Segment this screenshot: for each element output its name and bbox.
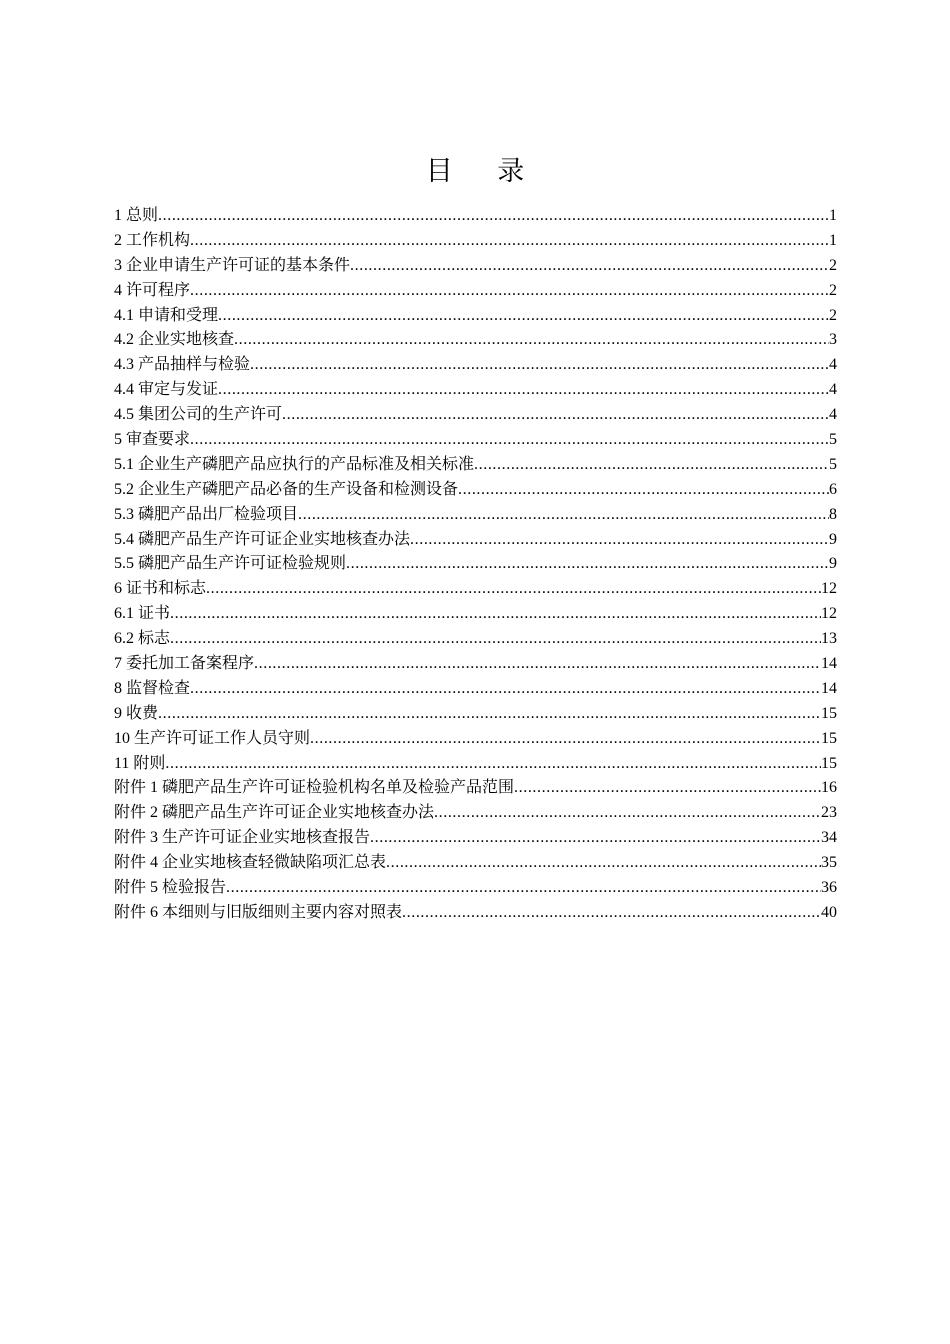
toc-entry-label: 4 许可程序	[114, 281, 191, 299]
toc-entry-label: 5.4 磷肥产品生产许可证企业实地核查办法	[114, 530, 411, 548]
toc-entry[interactable]	[114, 851, 837, 876]
toc-entry-label: 附件 6 本细则与旧版细则主要内容对照表	[114, 903, 403, 921]
toc-entry[interactable]	[114, 229, 837, 254]
table-of-contents	[114, 204, 837, 926]
toc-entry-label: 1 总则	[114, 207, 159, 224]
toc-entry[interactable]	[114, 254, 837, 279]
toc-dot-leader	[434, 801, 821, 826]
toc-entry-label: 6.2 标志	[114, 630, 171, 648]
toc-dot-leader	[298, 503, 829, 528]
toc-dot-leader	[250, 353, 829, 378]
toc-entry[interactable]	[114, 552, 837, 577]
toc-entry-page-number: 4	[829, 381, 837, 399]
toc-entry-label: 附件 4 企业实地核查轻微缺陷项汇总表	[114, 854, 387, 872]
toc-entry-page-number: 2	[829, 306, 837, 324]
toc-entry-page-number: 34	[821, 829, 837, 847]
toc-entry[interactable]	[114, 577, 837, 602]
toc-dot-leader	[310, 727, 821, 752]
toc-dot-leader	[282, 403, 829, 428]
toc-entry-page-number: 15	[821, 754, 837, 772]
toc-entry-label: 8 监督检查	[114, 679, 191, 697]
toc-entry[interactable]	[114, 478, 837, 503]
toc-entry-label: 6 证书和标志	[114, 580, 207, 598]
toc-dot-leader	[206, 577, 821, 602]
toc-dot-leader	[170, 627, 821, 652]
toc-dot-leader	[190, 229, 829, 254]
toc-entry[interactable]	[114, 503, 837, 528]
toc-dot-leader	[458, 478, 829, 503]
toc-entry-label: 5.5 磷肥产品生产许可证检验规则	[114, 555, 347, 573]
toc-dot-leader	[190, 279, 829, 304]
toc-entry-label: 附件 2 磷肥产品生产许可证企业实地核查办法	[114, 804, 435, 822]
toc-entry[interactable]	[114, 826, 837, 851]
toc-entry[interactable]	[114, 204, 837, 229]
toc-entry[interactable]	[114, 353, 837, 378]
toc-entry-label: 4.5 集团公司的生产许可	[114, 406, 283, 424]
toc-entry-page-number: 36	[821, 879, 837, 897]
toc-entry-page-number: 1	[829, 207, 837, 224]
toc-dot-leader	[158, 702, 821, 727]
toc-entry-page-number: 23	[821, 804, 837, 822]
toc-entry-page-number: 2	[829, 281, 837, 299]
toc-entry[interactable]	[114, 876, 837, 901]
toc-entry-label: 9 收费	[114, 704, 159, 722]
toc-entry-page-number: 40	[821, 903, 837, 921]
toc-entry[interactable]	[114, 378, 837, 403]
toc-entry-page-number: 4	[829, 406, 837, 424]
toc-entry-label: 10 生产许可证工作人员守则	[114, 729, 311, 747]
toc-entry-label: 5.1 企业生产磷肥产品应执行的产品标准及相关标准	[114, 455, 475, 473]
toc-entry-label: 6.1 证书	[114, 605, 171, 623]
toc-dot-leader	[218, 378, 829, 403]
toc-entry-page-number: 1	[829, 231, 837, 249]
toc-dot-leader	[158, 204, 829, 229]
toc-entry[interactable]	[114, 677, 837, 702]
toc-dot-leader	[386, 851, 821, 876]
toc-dot-leader	[218, 304, 829, 329]
toc-entry-label: 2 工作机构	[114, 231, 191, 249]
toc-entry[interactable]	[114, 627, 837, 652]
toc-entry-page-number: 35	[821, 854, 837, 872]
toc-entry-label: 11 附则	[114, 754, 166, 772]
toc-entry-label: 3 企业申请生产许可证的基本条件	[114, 256, 351, 274]
toc-entry[interactable]	[114, 328, 837, 353]
toc-entry-label: 4.1 申请和受理	[114, 306, 219, 324]
toc-entry[interactable]	[114, 702, 837, 727]
toc-entry[interactable]	[114, 528, 837, 553]
toc-entry[interactable]	[114, 776, 837, 801]
toc-entry[interactable]	[114, 428, 837, 453]
toc-entry-label: 附件 3 生产许可证企业实地核查报告	[114, 829, 371, 847]
toc-dot-leader	[350, 254, 829, 279]
toc-entry-page-number: 14	[821, 679, 837, 697]
toc-dot-leader	[402, 901, 821, 926]
toc-entry-page-number: 5	[829, 431, 837, 449]
toc-entry[interactable]	[114, 279, 837, 304]
toc-entry-label: 4.3 产品抽样与检验	[114, 356, 251, 374]
toc-entry[interactable]	[114, 901, 837, 926]
toc-entry-page-number: 8	[829, 505, 837, 523]
toc-entry[interactable]	[114, 752, 837, 777]
toc-entry-page-number: 14	[821, 655, 837, 673]
toc-dot-leader	[234, 328, 829, 353]
toc-entry-label: 附件 5 检验报告	[114, 879, 227, 897]
toc-dot-leader	[254, 652, 821, 677]
toc-entry-label: 4.2 企业实地核查	[114, 331, 235, 349]
toc-entry-page-number: 15	[821, 729, 837, 747]
toc-entry[interactable]	[114, 403, 837, 428]
toc-entry-label: 5.3 磷肥产品出厂检验项目	[114, 505, 299, 523]
toc-entry[interactable]	[114, 453, 837, 478]
toc-dot-leader	[226, 876, 821, 901]
toc-title: 目 录	[425, 156, 543, 187]
toc-dot-leader	[474, 453, 829, 478]
toc-entry-page-number: 4	[829, 356, 837, 374]
toc-entry-label: 附件 1 磷肥产品生产许可证检验机构名单及检验产品范围	[114, 779, 515, 797]
toc-entry[interactable]	[114, 801, 837, 826]
toc-entry[interactable]	[114, 652, 837, 677]
toc-dot-leader	[190, 428, 829, 453]
toc-entry-page-number: 9	[829, 555, 837, 573]
toc-entry-page-number: 2	[829, 256, 837, 274]
toc-dot-leader	[165, 752, 821, 777]
toc-entry-page-number: 13	[821, 630, 837, 648]
toc-entry-label: 7 委托加工备案程序	[114, 655, 255, 673]
toc-entry[interactable]	[114, 727, 837, 752]
toc-entry-page-number: 3	[829, 331, 837, 349]
toc-entry-label: 4.4 审定与发证	[114, 381, 219, 399]
toc-entry-page-number: 9	[829, 530, 837, 548]
toc-entry-page-number: 6	[829, 480, 837, 498]
toc-entry-label: 5 审查要求	[114, 431, 191, 449]
toc-entry-page-number: 12	[821, 580, 837, 598]
toc-dot-leader	[346, 552, 829, 577]
toc-entry[interactable]	[114, 602, 837, 627]
toc-dot-leader	[410, 528, 829, 553]
toc-entry-label: 5.2 企业生产磷肥产品必备的生产设备和检测设备	[114, 480, 459, 498]
toc-dot-leader	[170, 602, 821, 627]
toc-entry-page-number: 15	[821, 704, 837, 722]
toc-dot-leader	[514, 776, 821, 801]
toc-entry-page-number: 12	[821, 605, 837, 623]
toc-entry[interactable]	[114, 304, 837, 329]
toc-dot-leader	[190, 677, 821, 702]
toc-entry-page-number: 16	[821, 779, 837, 797]
toc-dot-leader	[370, 826, 821, 851]
toc-entry-page-number: 5	[829, 455, 837, 473]
